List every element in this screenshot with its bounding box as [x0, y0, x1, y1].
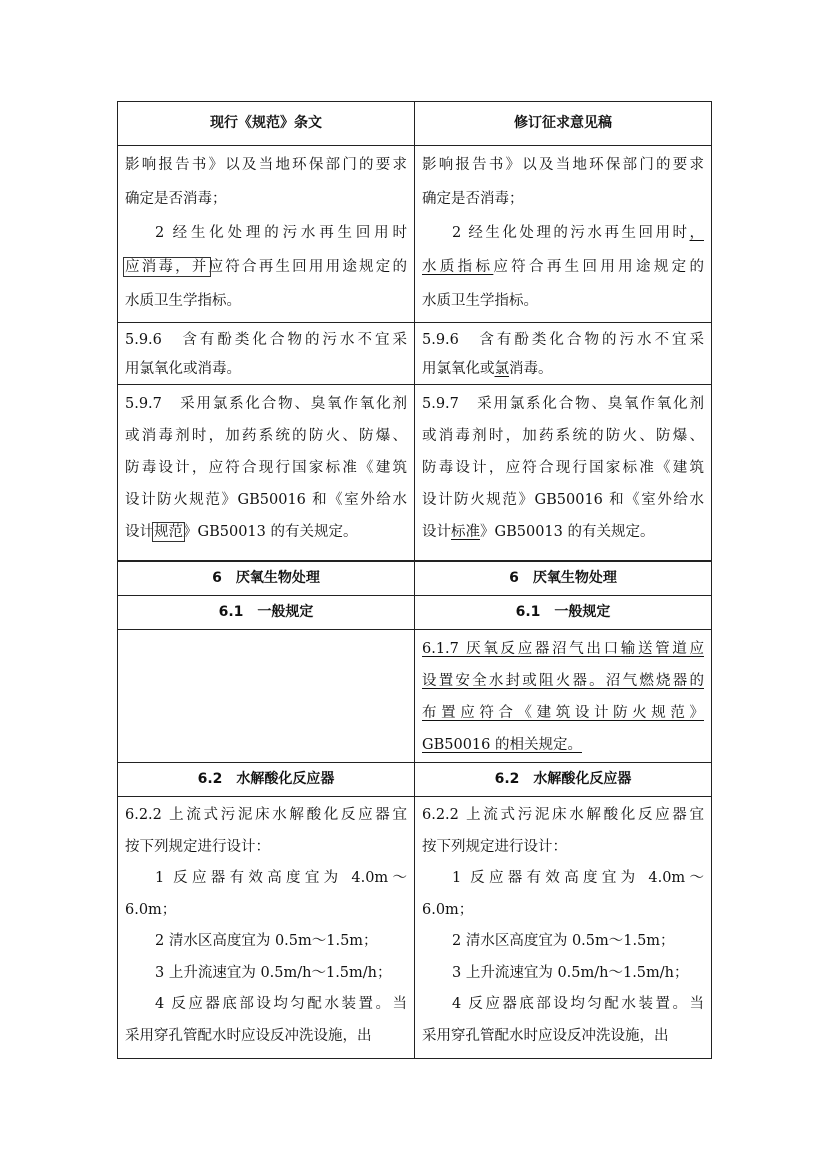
text-line — [422, 1021, 704, 1053]
text-line — [125, 484, 407, 516]
text-line — [125, 148, 407, 182]
text-segment: 用氯氧化或 — [422, 361, 495, 377]
text-segment: 影响报告书》以及当地环保部门的要求 — [422, 157, 704, 173]
text-line — [422, 148, 704, 182]
text-segment: 按下列规定进行设计： — [422, 838, 567, 855]
text-line — [422, 800, 704, 832]
text-segment: 或消毒剂时，加药系统的防火、防爆、 — [125, 428, 407, 444]
text-segment: 用氯氧化或消毒。 — [125, 361, 241, 377]
text-segment: 水质卫生学指标。 — [125, 293, 241, 309]
text-line — [125, 1021, 407, 1053]
text-line — [422, 863, 704, 895]
table-row — [118, 146, 712, 323]
text-segment: 采用穿孔管配水时应设反冲洗设施，出 — [125, 1027, 372, 1044]
comparison-table — [117, 101, 712, 1059]
table-header-row — [118, 102, 712, 146]
text-line — [125, 250, 407, 284]
text-segment: 2 清水区高度宜为 0.5m～1.5m； — [452, 933, 675, 949]
text-line — [422, 388, 704, 420]
text-line — [125, 182, 407, 216]
text-line — [125, 926, 407, 958]
deleted-text-box: 应消毒，并 — [125, 259, 209, 275]
revision-draft-cell: 6 厌氧生物处理 — [415, 561, 712, 596]
text-line — [422, 516, 704, 548]
text-segment: 设计防火规范》GB50016 和《室外给水 — [125, 492, 407, 508]
text-segment: 2 经生化处理的污水再生回用时 — [452, 225, 690, 241]
current-code-cell — [118, 630, 415, 763]
revision-draft-cell — [415, 630, 712, 763]
text-segment: 5.9.7 采用氯系化合物、臭氧作氧化剂 — [422, 396, 704, 412]
current-code-cell — [118, 797, 415, 1059]
text-line — [125, 895, 407, 927]
text-line — [422, 182, 704, 216]
text-line — [422, 895, 704, 927]
table-row — [118, 630, 712, 763]
header-revision-draft: 修订征求意见稿 — [415, 102, 712, 146]
revised-text: 水质指标 — [422, 259, 494, 275]
text-segment: 6.0m； — [125, 901, 177, 918]
revision-draft-cell — [415, 323, 712, 385]
text-line — [422, 355, 704, 384]
text-line — [125, 863, 407, 895]
text-line — [422, 250, 704, 284]
text-segment: 1 反应器有效高度宜为 4.0m～ — [452, 870, 704, 886]
text-line — [125, 355, 407, 384]
text-segment: 6.2.2 上流式污泥床水解酸化反应器宜 — [125, 807, 407, 823]
text-segment: 或消毒剂时，加药系统的防火、防爆、 — [422, 428, 704, 444]
header-current-code: 现行《规范》条文 — [118, 102, 415, 146]
text-segment: 设计 — [125, 524, 154, 540]
revision-draft-cell: 6.2 水解酸化反应器 — [415, 763, 712, 797]
text-segment: 5.9.6 含有酚类化合物的污水不宜采 — [125, 332, 407, 348]
section-heading-row — [118, 763, 712, 797]
text-segment: 防毒设计，应符合现行国家标准《建筑 — [125, 460, 407, 476]
text-segment: 6.0m； — [422, 901, 474, 918]
text-line — [422, 633, 704, 665]
text-segment: 1 反应器有效高度宜为 4.0m～ — [155, 870, 407, 886]
text-line — [422, 484, 704, 516]
current-code-cell: 6 厌氧生物处理 — [118, 561, 415, 596]
table-row — [118, 797, 712, 1059]
text-segment: 》GB50013 的有关规定。 — [480, 524, 655, 540]
text-line — [125, 452, 407, 484]
text-segment: 按下列规定进行设计： — [125, 838, 270, 855]
text-segment: 6.2.2 上流式污泥床水解酸化反应器宜 — [422, 807, 704, 823]
text-segment: 3 上升流速宜为 0.5m/h～1.5m/h； — [452, 964, 689, 981]
current-code-cell — [118, 385, 415, 562]
text-segment: 防毒设计，应符合现行国家标准《建筑 — [422, 460, 704, 476]
text-segment: 确定是否消毒； — [125, 191, 227, 207]
text-line — [422, 926, 704, 958]
text-line — [125, 832, 407, 864]
revised-text: ， — [689, 225, 704, 241]
deleted-text-box: 规范 — [154, 524, 183, 540]
text-line — [125, 326, 407, 355]
text-line — [125, 516, 407, 548]
text-line — [422, 216, 704, 250]
text-segment: 2 经生化处理的污水再生回用时 — [155, 225, 407, 241]
text-line — [422, 989, 704, 1021]
revision-draft-cell — [415, 797, 712, 1059]
current-code-cell: 6.1 一般规定 — [118, 596, 415, 630]
text-line — [125, 800, 407, 832]
text-segment: 5.9.6 含有酚类化合物的污水不宜采 — [422, 332, 704, 348]
text-line — [125, 216, 407, 250]
text-segment: 2 清水区高度宜为 0.5m～1.5m； — [155, 933, 378, 949]
revised-text: 布置应符合《建筑设计防火规范》 — [422, 705, 704, 721]
text-segment: 5.9.7 采用氯系化合物、臭氧作氧化剂 — [125, 396, 407, 412]
text-line — [125, 284, 407, 318]
table-row — [118, 385, 712, 562]
text-segment: 采用穿孔管配水时应设反冲洗设施，出 — [422, 1027, 669, 1044]
current-code-cell — [118, 323, 415, 385]
revision-draft-cell: 6.1 一般规定 — [415, 596, 712, 630]
table-row — [118, 323, 712, 385]
revised-text: 标准 — [451, 524, 480, 540]
revised-text: 氯 — [494, 361, 509, 377]
section-heading-row — [118, 596, 712, 630]
text-segment: 消毒。 — [509, 361, 553, 377]
text-line — [125, 388, 407, 420]
text-line — [422, 729, 704, 761]
revised-text: 6.1.7 厌氧反应器沼气出口输送管道应 — [422, 641, 704, 657]
revised-text: GB50016 的相关规定。 — [422, 737, 582, 753]
text-segment: 影响报告书》以及当地环保部门的要求 — [125, 157, 407, 173]
text-line — [422, 326, 704, 355]
revision-draft-cell — [415, 146, 712, 323]
section-heading-row — [118, 561, 712, 596]
text-segment: 水质卫生学指标。 — [422, 293, 538, 309]
text-line — [125, 420, 407, 452]
text-line — [422, 420, 704, 452]
text-segment: 设计防火规范》GB50016 和《室外给水 — [422, 492, 704, 508]
text-line — [125, 989, 407, 1021]
text-segment: 》GB50013 的有关规定。 — [183, 524, 358, 540]
text-segment: 3 上升流速宜为 0.5m/h～1.5m/h； — [155, 964, 392, 981]
text-line — [422, 832, 704, 864]
revision-draft-cell — [415, 385, 712, 562]
text-line — [125, 958, 407, 990]
text-segment: 应符合再生回用用途规定的 — [493, 259, 705, 275]
text-segment: 设计 — [422, 524, 451, 540]
text-segment: 应符合再生回用用途规定的 — [208, 259, 407, 275]
text-line — [422, 665, 704, 697]
text-line — [422, 958, 704, 990]
revised-text: 设置安全水封或阻火器。沼气燃烧器的 — [422, 673, 704, 689]
text-line — [422, 697, 704, 729]
text-line — [422, 284, 704, 318]
current-code-cell — [118, 146, 415, 323]
text-line — [422, 452, 704, 484]
text-segment: 确定是否消毒； — [422, 191, 524, 207]
text-segment: 4 反应器底部设均匀配水装置。当 — [155, 996, 407, 1012]
current-code-cell: 6.2 水解酸化反应器 — [118, 763, 415, 797]
text-segment: 4 反应器底部设均匀配水装置。当 — [452, 996, 704, 1012]
